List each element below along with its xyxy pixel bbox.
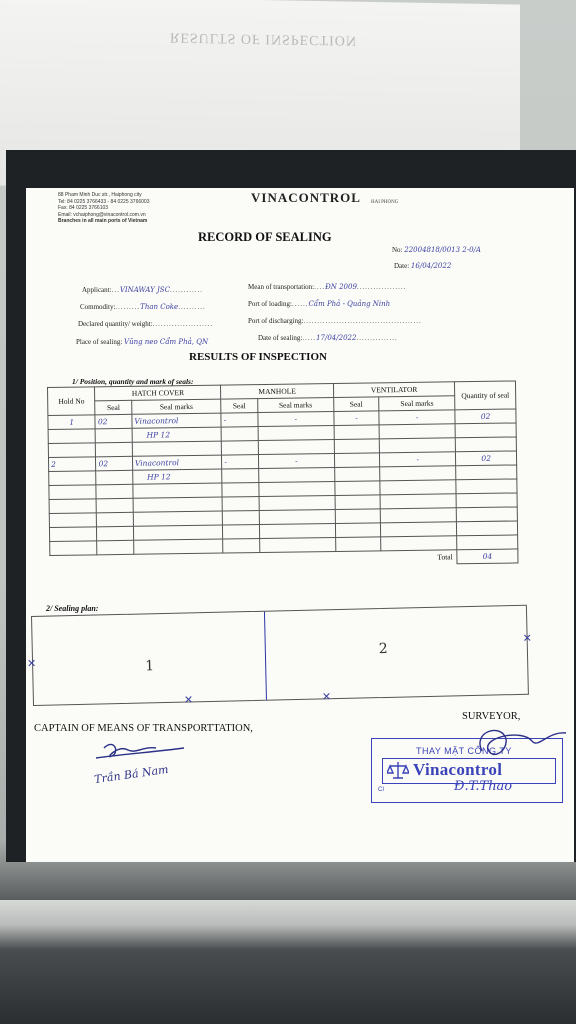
seal-mark-icon: ✕: [321, 691, 332, 704]
captain-name: Trần Bá Nam: [93, 762, 170, 787]
record-number: No: 22004818/0013 2-0/A: [392, 246, 481, 254]
surveyor-signature: [462, 721, 572, 771]
sub-seal: Seal: [95, 400, 132, 415]
surveyor-name: Đ.T.Thao: [454, 779, 513, 794]
captain-label: CAPTAIN OF MEANS OF TRANSPORTTATION,: [34, 723, 253, 734]
sub-seal-marks: Seal marks: [379, 396, 455, 411]
document-title: RECORD OF SEALING: [198, 230, 332, 244]
desk-edge: [0, 900, 576, 1024]
seal-mark-icon: ✕: [522, 632, 532, 645]
discharging-field: Port of discharging:...........................................: [248, 317, 422, 325]
company-logo: VINACONTROL: [251, 190, 361, 205]
table-row: 1 02 Vinacontrol - - - - 02: [48, 409, 516, 430]
seals-table: [47, 380, 519, 570]
previous-page-title: RESULTS OF INSPECTION: [170, 29, 357, 48]
table-row: 2 02 Vinacontrol - - - 02: [48, 451, 516, 472]
sub-seal: Seal: [221, 399, 258, 414]
record-date: Date: 16/04/2022: [394, 262, 452, 270]
quantity-field: Declared quantity/ weight:......................: [78, 320, 214, 328]
address-line: 88 Pham Minh Duc str., Haiphong city: [58, 192, 142, 198]
total-label: Total: [50, 550, 457, 570]
commodity-field: Commodity:.........Than Coke..........: [80, 303, 206, 311]
col-ventilator: VENTILATOR: [333, 382, 455, 398]
means-field: Mean of transportation:....ĐN 2009..................: [248, 283, 407, 291]
stamp-brand: Vinacontrol: [413, 760, 503, 779]
loading-field: Port of loading:......Cẩm Phả - Quảng Ninh: [248, 300, 391, 308]
seal-mark-icon: ✕: [26, 657, 37, 671]
plan-divider: [264, 612, 267, 700]
section-1-heading: 1/ Position, quantity and mark of seals:: [72, 377, 194, 386]
sealing-date-field: Date of sealing:.....17/04/2022...............: [258, 334, 398, 342]
branches-line: Branches in all main ports of Vietnam: [58, 218, 148, 224]
surveyor-label: SURVEYOR,: [462, 711, 521, 722]
stamp-top-text: THAY MẶT CÔNG TY: [416, 746, 512, 756]
place-field: Place of sealing: Vũng neo Cẩm Phả, QN: [76, 338, 209, 346]
table-row: HP 12: [49, 465, 517, 486]
col-quantity: Quantity of seal: [455, 381, 516, 410]
sealing-plan: [26, 605, 532, 707]
scales-logo-icon: [387, 761, 409, 779]
total-value: 04: [457, 549, 518, 564]
table-row: HP 12: [48, 423, 516, 444]
fax-line: Fax: 84 0225 3766103: [58, 205, 109, 211]
seal-mark-icon: ✕: [183, 694, 194, 707]
col-manhole: MANHOLE: [221, 384, 334, 400]
sub-seal-marks: Seal marks: [132, 399, 222, 414]
col-hatch-cover: HATCH COVER: [95, 385, 221, 401]
tel-line: Tel: 84 0225 3766433 - 84 0225 3766003: [58, 198, 150, 205]
sub-seal-marks: Seal marks: [257, 398, 333, 413]
applicant-field: Applicant:...VINAWAY JSC............: [82, 286, 203, 294]
plan-hold-1: 1: [144, 658, 155, 675]
results-title: RESULTS OF INSPECTION: [189, 351, 327, 363]
col-hold: Hold No: [48, 387, 96, 416]
company-stamp: [371, 738, 563, 803]
record-page: [26, 188, 574, 862]
section-2-heading: 2/ Sealing plan:: [46, 604, 99, 613]
email-line: Email: vchaiphong@vinacontrol.com.vn: [58, 211, 146, 218]
sub-seal: Seal: [334, 397, 379, 412]
stamp-code: CI: [378, 787, 384, 793]
company-logo-sub: HAI PHONG: [371, 200, 399, 205]
plan-hold-2: 2: [378, 640, 388, 658]
office-address: [58, 192, 258, 225]
